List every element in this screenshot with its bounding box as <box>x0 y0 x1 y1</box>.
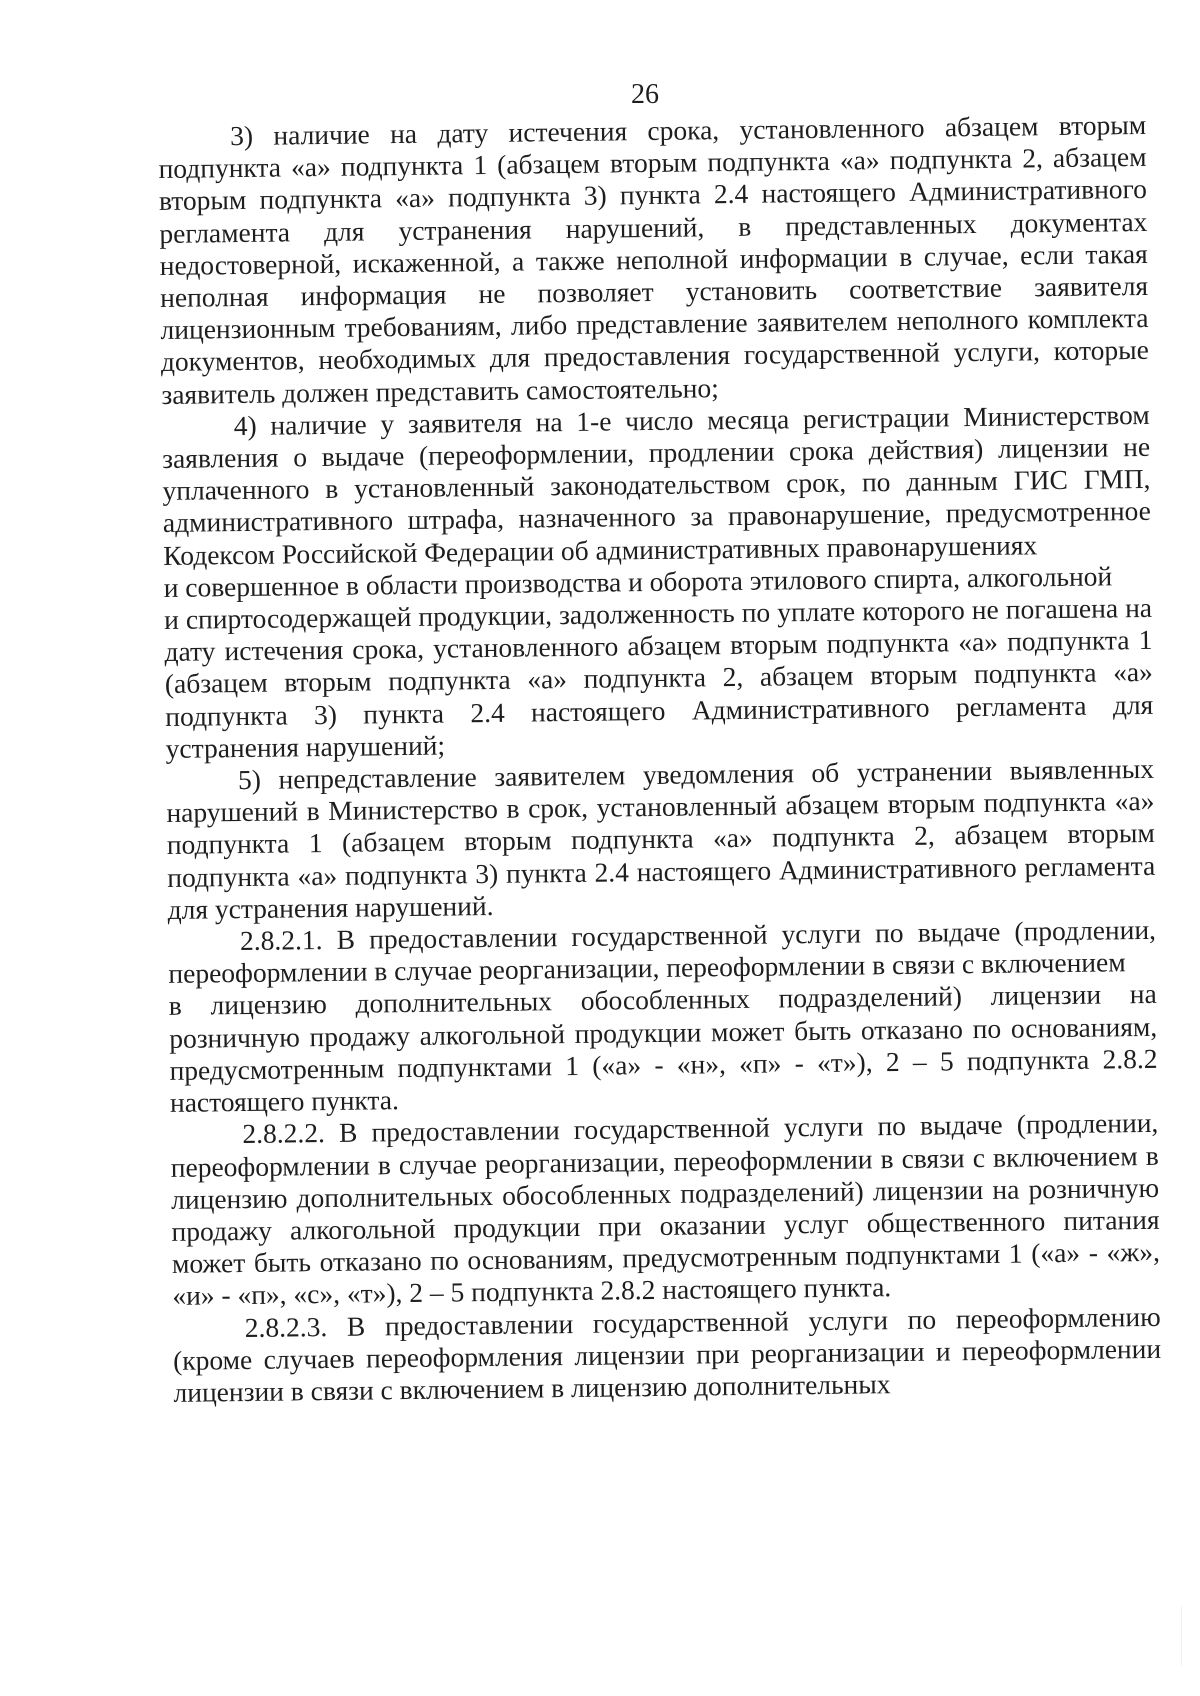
paragraph-2-8-2-2: 2.8.2.2. В предоставлении государственной услуги по выдаче (продлении, переоформлении в случае реорганизации, переоформлении в связи с включением в лицензию дополнительных обособленных подразделений) лицензии на розничную продажу алкогольной продукции при оказании услуг общественного питания может быть отказано по основаниям, предусмотренным подпунктами 1 («а» - «ж», «и» - «п», «с», «т»), 2 – 5 подпункта 2.8.2 настоящего пункта. <box>170 1107 1161 1312</box>
paragraph-item-4-continuation-2: и спиртосодержащей продукции, задолженность по уплате которого не погашена на дату истечения срока, установленного абзацем вторым подпункта «а» подпункта 1 (абзацем вторым подпункта «а» подпункта 2, абзацем вторым подпункта «а» подпункта 3) пункта 2.4 настоящего Административного регламента для устранения нарушений; <box>163 591 1154 764</box>
paragraph-item-5: 5) непредставление заявителем уведомления об устранении выявленных нарушений в Министерство в срок, установленный абзацем вторым подпункта «а» подпункта 1 (абзацем вторым подпункта «а» подпункта 2, абзацем вторым подпункта «а» подпункта 3) пункта 2.4 настоящего Административного регламента для устранения нарушений. <box>166 752 1156 925</box>
document-body <box>158 109 1162 1409</box>
scan-edge-mark <box>1141 1606 1182 1666</box>
page-number: 26 <box>631 79 659 110</box>
paragraph-item-3: 3) наличие на дату истечения срока, установленного абзацем вторым подпункта «а» подпункта 1 (абзацем вторым подпункта «а» подпункта 2, абзацем вторым подпункта «а» подпункта 3) пункта 2.4 настоящего Административного регламента для устранения нарушений, в представленных документах недостоверной, искаженной, а также неполной информации в случае, если такая неполная информация не позволяет установить соответствие заявителя лицензионным требованиям, либо представление заявителем неполного комплекта документов, необходимых для предоставления государственной услуги, которые заявитель должен представить самостоятельно; <box>158 108 1150 410</box>
paragraph-2-8-2-1-continuation: в лицензию дополнительных обособленных подразделений) лицензии на розничную продажу алкогольной продукции может быть отказано по основаниям, предусмотренным подпунктами 1 («а» - «н», «п» - «т»), 2 – 5 подпункта 2.8.2 настоящего пункта. <box>168 978 1158 1119</box>
paragraph-item-4-continuation-1: и совершенное в области производства и оборота этилового спирта, алкогольной <box>163 560 1113 603</box>
paragraph-2-8-2-1: 2.8.2.1. В предоставлении государственной услуги по выдаче (продлении, переоформлении в случае реорганизации, переоформлении в связи с включением <box>168 913 1157 990</box>
paragraph-item-4: 4) наличие у заявителя на 1-е число месяца регистрации Министерством заявления о выдаче (переоформлении, продлении срока действия) лицензии не уплаченного в установленный законодательством срок, по данным ГИС ГМП, административного штрафа, назначенного за правонарушение, предусмотренное Кодексом Российской Федерации об административных правонарушениях <box>161 398 1152 571</box>
paragraph-2-8-2-3: 2.8.2.3. В предоставлении государственной услуги по переоформлению (кроме случаев переоформления лицензии при реорганизации и переоформлении лицензии в связи с включением в лицензию дополнительных <box>172 1300 1162 1408</box>
